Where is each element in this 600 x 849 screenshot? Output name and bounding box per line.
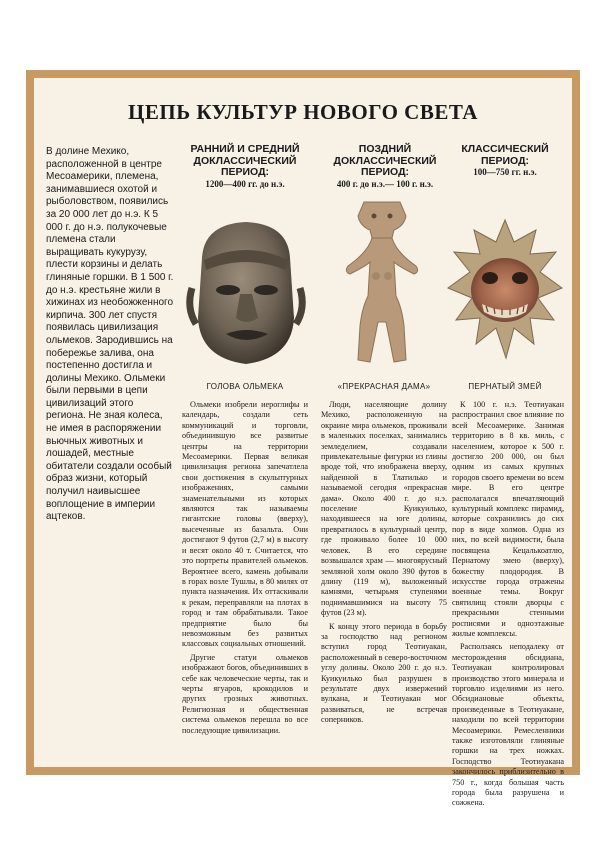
period-heading-early — [180, 144, 310, 190]
image-caption-lady: «ПРЕКРАСНАЯ ДАМА» — [337, 382, 431, 391]
paragraph: Расползаясь неподалеку от месторождения обсидиана, Теотиуакан контролировал производство этого минерала и торговлю изделиями из него. Обсидиановые объекты, произведенные в Теотиуакане, находили по всей территории Месоамерики. Ремесленники также изготовляли глиняные горшки на трех ножках. Господство Теотиуакана закончилось приблизительно в 750 г., когда большая часть города была разрушена и сожжена. — [452, 642, 564, 808]
paragraph: К концу этого периода в борьбу за господство над регионом вступил город Теотиуакан, расположенный в северо-восточном углу долины. Около 200 г. до н.э. Куикуилько был разрушен в результате двух извержений вулкана, и Теотиуакан мог развиваться, не встречая соперников. — [321, 621, 447, 725]
period-dates: 100—750 гг. н.э. — [473, 167, 537, 177]
image-caption-olmec: ГОЛОВА ОЛЬМЕКА — [206, 382, 284, 391]
page-body — [34, 78, 572, 808]
period-dates: 1200—400 гг. до н.э. — [205, 178, 285, 189]
page-title: ЦЕПЬ КУЛЬТУР НОВОГО СВЕТА — [128, 100, 478, 124]
paragraph: К 100 г. н.э. Теотиуакан распространил свое влияние по всей Месоамерике. Занимая территорию в 8 кв. миль, с населением, которое к 500 г. достигло 200 000, он был одним из самых крупных городов своего времени во всем мире. В его центре располагался впечатляющий культурный комплекс пирамид, которые сохранились до сих пор в виде холмов. Одна из них, по всей видимости, была посвящена Кецалькоатлю, Пернатому змею (вверху), божеству плодородия. В искусстве города отражены военные темы. Вокруг святилищ стояли дворцы с прекрасными стенными росписями и одноэтажные жилые комплексы. — [452, 400, 564, 638]
period-title: ПОЗДНИЙ ДОКЛАССИЧЕСКИЙ ПЕРИОД: — [333, 143, 437, 178]
period-title: КЛАССИЧЕСКИЙ ПЕРИОД: — [461, 143, 549, 167]
intro-text: В долине Мехико, расположенной в центре Месоамерики, племена, занимавшиеся охотой и рыболовством, появились за 20 000 лет до н.э. К 5 000 г. до н.э. полукочевые племена стали выращивать кукурузу, плести корзины и делать глиняные горшки. В 1 500 г. до н.э. крестьяне жили в хижинах из необожженного кирпича. 300 лет спустя появилась цивилизация ольмеков. Зародившись на побережье залива, она постепенно достигла и долины Мехико. Ольмеки были первыми в цепи цивилизаций этого региона. Не зная колеса, не имея в распоряжении вьючных животных и лошадей, местные обитатели создали особый образ жизни, который получил наивысшее воплощение в империи ацтеков. — [46, 146, 174, 523]
paragraph: Ольмеки изобрели иероглифы и календарь, создали сеть коммуникаций и торговли, объединившую все развитые центры на территории Месоамерики. Первая великая цивилизация региона запечатлела свои достижения в скульптурных изображениях, самыми знаменательными из которых являются так называемы гигантские головы (вверху), высеченные из базальта. Они достигают 9 футов (2,7 м) в высоту и весят около 40 т. Считается, что это портреты правителей ольмеков. Вероятнее всего, камень добывали в горах возле Тушлы, в 80 милях от пункта назначения. Их оттаскивали к рекам, переправляли на плотах в город и там обрабатывали. Такое предприятие было бы невозможным без развитых классовых социальных отношений. — [182, 400, 308, 649]
period-title: РАННИЙ И СРЕДНИЙ ДОКЛАССИЧЕСКИЙ ПЕРИОД: — [190, 143, 300, 178]
figurine-image — [332, 196, 432, 368]
period-heading-late — [321, 144, 449, 190]
paragraph: Люди, населяющие долину Мехико, расположенную на окраине мира ольмеков, проживали в маленьких поселках, занимались земледелием, создавали привлекательные фигурки из глины вроде той, что изображена вверху, найденной в Тлатилько и называемой сегодня «прекрасная дама». Около 400 г. до н.э. поселение Куикуилько, находившееся на юге долины, превратилось в культурный центр, где проживало более 10 000 человек. В его середине возвышался храм — многоярусный земляной холм около 390 футов в длину (119 м), выложенный камнями, четырьмя ступенями поднимавшимися на высоту 75 футов (23 м). — [321, 400, 447, 618]
column-early — [182, 400, 308, 736]
period-heading-classic — [446, 144, 564, 179]
period-dates: 400 г. до н.э.— 100 г. н.э. — [336, 178, 434, 189]
paragraph: Другие статуи ольмеков изображают богов, объединивших в себе как человеческие черты, так и черты ягуаров, крокодилов и других грозных животных. Религиозная и общественная система ольмеков перешла во все последующие цивилизации. — [182, 652, 308, 735]
column-late — [321, 400, 447, 726]
feathered-serpent-image — [446, 216, 564, 366]
image-caption-serpent: ПЕРНАТЫЙ ЗМЕЙ — [468, 382, 542, 391]
column-classic — [452, 400, 564, 809]
olmec-head-image — [182, 218, 310, 368]
